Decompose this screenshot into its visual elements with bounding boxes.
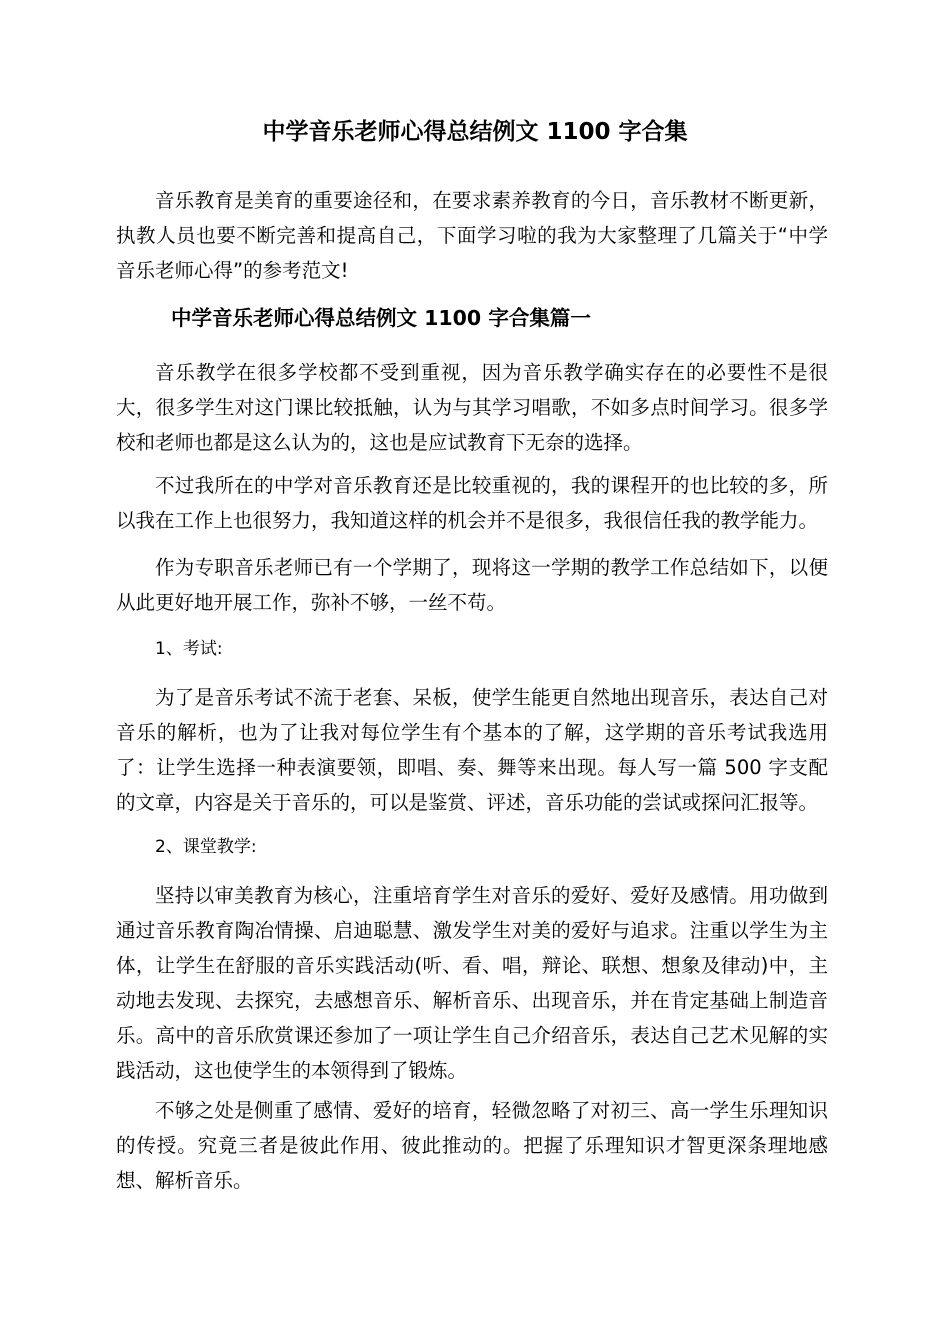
body-paragraph-2: 不过我所在的中学对音乐教育还是比较重视的，我的课程开的也比较的多，所以我在工作上也很努力，我知道这样的机会并不是很多，我很信任我的教学能力。 (116, 474, 828, 532)
body-paragraph-3: 作为专职音乐老师已有一个学期了，现将这一学期的教学工作总结如下，以便从此更好地开展工作，弥补不够，一丝不苟。 (116, 556, 828, 614)
list-item-text-1: 为了是音乐考试不流于老套、呆板，使学生能更自然地出现音乐，表达自己对音乐的解析，也为了让我对每位学生有个基本的了解，这学期的音乐考试我选用了：让学生选择一种表演要领，即唱、奏、舞等来出现。每人写一篇 500 字支配的文章，内容是关于音乐的，可以是鉴赏、评述，音乐功能的尝试或探问汇报等。 (116, 686, 828, 814)
body-paragraph-1: 音乐教学在很多学校都不受到重视，因为音乐教学确实存在的必要性不是很大，很多学生对这门课比较抵触，认为与其学习唱歌，不如多点时间学习。很多学校和老师也都是这么认为的，这也是应试教育下无奈的选择。 (116, 361, 828, 454)
closing-paragraph: 不够之处是侧重了感情、爱好的培育，轻微忽略了对初三、高一学生乐理知识的传授。究竟三者是彼此作用、彼此推动的。把握了乐理知识才智更深条理地感想、解析音乐。 (116, 1099, 828, 1192)
list-item-label-1: 1、考试: (155, 639, 223, 659)
list-item-text-2: 坚持以审美教育为核心，注重培育学生对音乐的爱好、爱好及感情。用功做到通过音乐教育陶冶情操、启迪聪慧、激发学生对美的爱好与追求。注重以学生为主体，让学生在舒服的音乐实践活动(听、看、唱，辩论、联想、想象及律动)中，主动地去发现、去探究，去感想音乐、解析音乐、出现音乐，并在肯定基础上制造音乐。高中的音乐欣赏课还参加了一项让学生自己介绍音乐，表达自己艺术见解的实践活动，这也使学生的本领得到了锻炼。 (116, 884, 828, 1082)
list-item-label-2: 2、课堂教学: (155, 837, 257, 857)
document-title: 中学音乐老师心得总结例文 1100 字合集 (262, 119, 688, 145)
intro-paragraph: 音乐教育是美育的重要途径和，在要求素养教育的今日，音乐教材不断更新，执教人员也要不断完善和提高自己，下面学习啦的我为大家整理了几篇关于“中学音乐老师心得”的参考范文! (116, 189, 828, 282)
section-heading: 中学音乐老师心得总结例文 1100 字合集篇一 (171, 306, 591, 330)
